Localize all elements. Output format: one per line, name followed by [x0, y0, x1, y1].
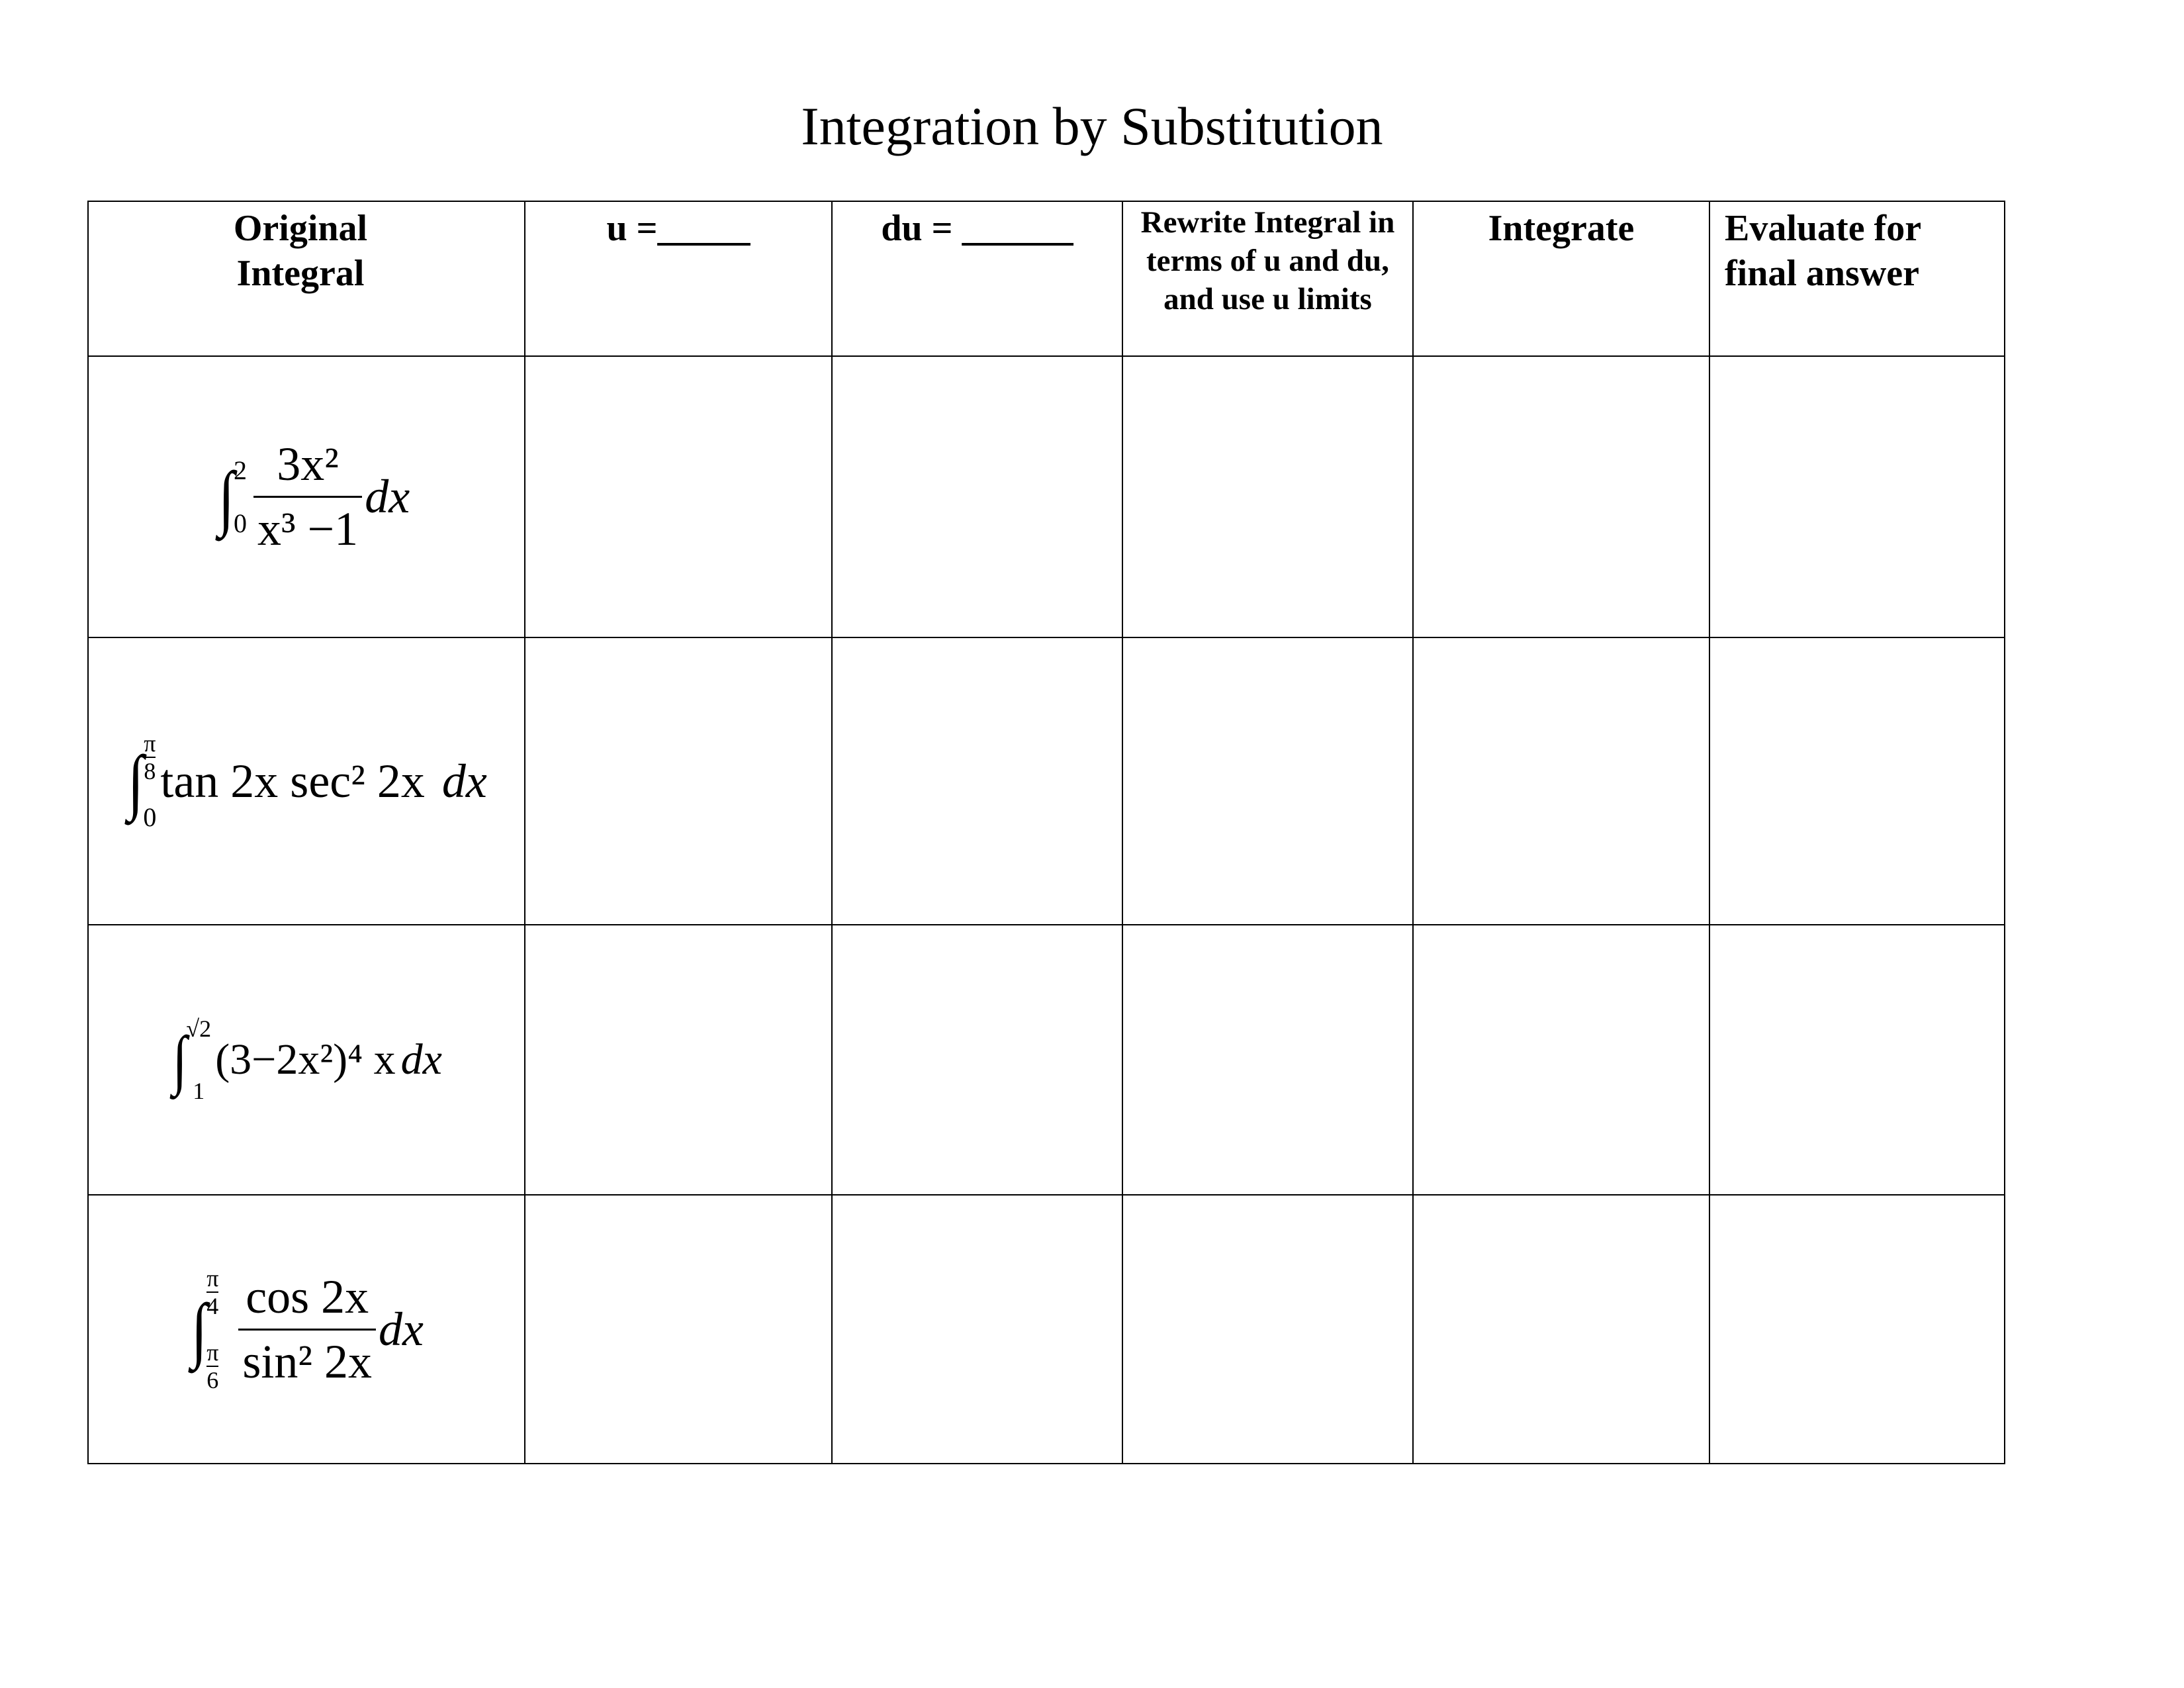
differential: dx	[400, 1035, 442, 1084]
numerator: cos 2x	[246, 1270, 369, 1323]
integral-sign-icon: ∫	[172, 1023, 187, 1096]
table-row	[88, 925, 2005, 1195]
answer-cell-rewrite[interactable]	[1122, 925, 1413, 1195]
answer-cell-evaluate[interactable]	[1709, 925, 2005, 1195]
answer-cell-u[interactable]	[525, 925, 832, 1195]
header-rewrite-integral: Rewrite Integral in terms of u and du, and use u limits	[1122, 201, 1413, 356]
upper-limit: $\frac{\pi}{4}$	[206, 1265, 219, 1319]
denominator: sin² 2x	[238, 1329, 376, 1389]
upper-limit: 2	[233, 455, 247, 485]
table-row	[88, 1195, 2005, 1464]
answer-cell-du[interactable]	[832, 356, 1122, 637]
lower-limit: 0	[143, 802, 157, 832]
lower-limit: 1	[193, 1078, 205, 1104]
answer-cell-du[interactable]	[832, 637, 1122, 925]
integrand: (3−2x²)⁴ x	[215, 1035, 396, 1084]
lower-limit: $\frac{\pi}{6}$	[206, 1339, 219, 1393]
table-row	[88, 637, 2005, 925]
integrand-fraction	[253, 437, 362, 557]
integral-sign-icon: ∫	[191, 1289, 208, 1370]
header-u: u =_____	[525, 201, 832, 356]
answer-cell-du[interactable]	[832, 925, 1122, 1195]
header-integrate: Integrate	[1413, 201, 1709, 356]
answer-cell-integrate[interactable]	[1413, 637, 1709, 925]
substitution-table	[87, 201, 2005, 1464]
numerator: 3x²	[277, 438, 339, 491]
problem-4-integral	[88, 1195, 525, 1464]
denominator: x³ −1	[253, 496, 362, 557]
answer-cell-u[interactable]	[525, 356, 832, 637]
answer-cell-integrate[interactable]	[1413, 925, 1709, 1195]
problem-3-integral	[88, 925, 525, 1195]
header-evaluate: Evaluate for final answer	[1709, 201, 2005, 356]
header-du: du = ______	[832, 201, 1122, 356]
header-original-integral: Original Integral	[88, 201, 525, 356]
answer-cell-du[interactable]	[832, 1195, 1122, 1464]
answer-cell-integrate[interactable]	[1413, 356, 1709, 637]
page-title: Integration by Substitution	[801, 96, 1383, 156]
lower-limit: 0	[233, 508, 247, 538]
answer-cell-rewrite[interactable]	[1122, 356, 1413, 637]
differential: dx	[441, 754, 487, 808]
problem-2-integral	[88, 637, 525, 925]
upper-limit: $\frac{\pi}{8}$	[144, 730, 156, 784]
answer-cell-rewrite[interactable]	[1122, 637, 1413, 925]
differential: dx	[365, 470, 410, 523]
answer-cell-u[interactable]	[525, 637, 832, 925]
integral-sign-icon: ∫	[128, 741, 144, 821]
answer-cell-rewrite[interactable]	[1122, 1195, 1413, 1464]
header-row	[88, 201, 2005, 356]
integrand: tan 2x sec² 2x	[160, 754, 425, 808]
answer-cell-evaluate[interactable]	[1709, 637, 2005, 925]
upper-limit: √2	[186, 1015, 212, 1042]
integrand-fraction	[238, 1270, 376, 1389]
answer-cell-integrate[interactable]	[1413, 1195, 1709, 1464]
differential: dx	[378, 1302, 424, 1356]
answer-cell-evaluate[interactable]	[1709, 1195, 2005, 1464]
answer-cell-u[interactable]	[525, 1195, 832, 1464]
table-row	[88, 356, 2005, 637]
problem-1-integral	[88, 356, 525, 637]
answer-cell-evaluate[interactable]	[1709, 356, 2005, 637]
integral-sign-icon: ∫	[218, 456, 234, 538]
